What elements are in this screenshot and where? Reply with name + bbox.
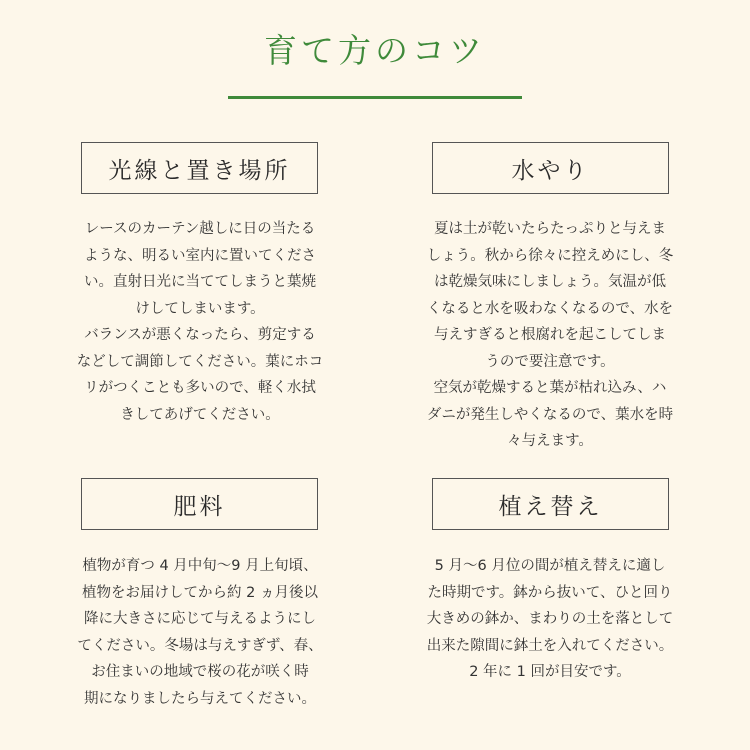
body-line: 降に大きさに応じて与えるようにし	[84, 611, 316, 627]
body-line: 夏は土が乾いたらたっぷりと与えま	[434, 221, 666, 237]
body-line: 植物をお届けしてから約 2 ヵ月後以	[82, 584, 318, 601]
section-heading-lighting: 光線と置き場所	[81, 142, 318, 194]
body-line: 空気が乾燥すると葉が枯れ込み、ハ	[433, 380, 667, 396]
body-line: お住まいの地域で桜の花が咲く時	[91, 664, 309, 680]
section-body-watering	[402, 216, 698, 455]
body-line: 大きめの鉢か、まわりの土を落として	[426, 611, 674, 627]
body-line: リがつくことも多いので、軽く水拭	[84, 380, 316, 396]
body-line: 5 月〜6 月位の間が植え替えに適し	[434, 558, 666, 574]
section-heading-watering: 水やり	[432, 142, 669, 194]
title-underline	[228, 96, 522, 99]
section-heading-repotting: 植え替え	[432, 478, 669, 530]
body-line: い。直射日光に当ててしまうと葉焼	[84, 274, 316, 290]
body-line: 与えすぎると根腐れを起こしてしま	[434, 327, 666, 343]
body-line: うので要注意です。	[485, 353, 615, 370]
body-line: 出来た隙間に鉢土を入れてください。	[426, 637, 674, 654]
body-line: てください。冬場は与えすぎず、春、	[77, 637, 323, 654]
body-line: ような、明るい室内に置いてくださ	[84, 247, 316, 264]
body-line: た時期です。鉢から抜いて、ひと回り	[427, 584, 673, 601]
body-line: 2 年に 1 回が目安です。	[469, 664, 631, 680]
section-body-fertilizer	[52, 553, 348, 712]
body-line: きしてあげてください。	[120, 406, 280, 423]
body-line: は乾燥気味にしましょう。気温が低	[434, 274, 666, 290]
body-line: 期になりましたら与えてください。	[84, 690, 316, 707]
body-line: ダニが発生しやくなるので、葉水を時	[426, 406, 674, 423]
body-line: バランスが悪くなったら、剪定する	[84, 327, 316, 343]
section-body-lighting	[52, 216, 348, 428]
page-title: 育て方のコツ	[264, 31, 486, 70]
section-heading-fertilizer: 肥料	[81, 478, 318, 530]
body-line: しょう。秋から徐々に控えめにし、冬	[426, 247, 674, 264]
body-line: くなると水を吸わなくなるので、水を	[426, 300, 674, 317]
body-line: レースのカーテン越しに日の当たる	[84, 221, 316, 237]
section-body-repotting	[402, 553, 698, 686]
body-line: けしてしまいます。	[135, 300, 265, 317]
body-line: 植物が育つ 4 月中旬〜9 月上旬頃、	[82, 558, 318, 574]
body-line: 々与えます。	[507, 433, 593, 449]
body-line: などして調節してください。葉にホコ	[76, 353, 324, 370]
